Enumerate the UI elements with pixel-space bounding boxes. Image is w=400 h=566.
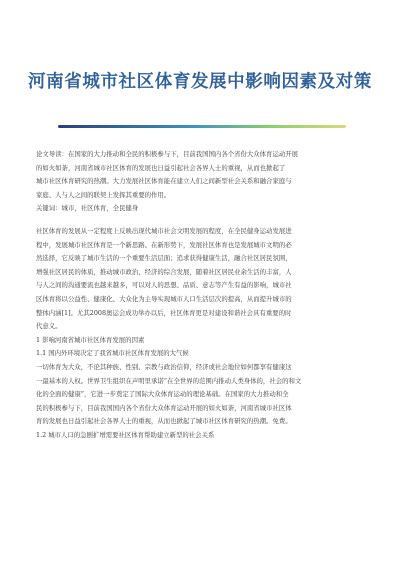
intro-line: 与人之间的沟通要流也越来越多，可以对人的思想、品质、意志等产生有益的影响，城市社 xyxy=(36,281,292,290)
section-1-1-heading: 1.1 国内外环境决定了我省城市社区体育发展的大气候 xyxy=(36,349,189,358)
keywords-line: 关键词：城市，社区体育，全民健身 xyxy=(36,204,139,213)
section-1-1-line: 化的全面的健康”，它进一步奠定了国际大众体育运动的理论基础。在国家的大力推动和全 xyxy=(36,390,289,399)
intro-line: 然选择，它反映了城市生活的一个重要生活层面；追求获得健康生活，融合社区居民氛围， xyxy=(36,254,292,263)
abstract-line: 家庭、人与人之间的联契上发挥其重要的作用。 xyxy=(36,190,171,199)
abstract-line: 城市社区体育研究的热潮。大力发展社区体育能在建立人们之间新型社会关系和融合家庭与 xyxy=(36,177,292,186)
document-title: 河南省城市社区体育发展中影响因素及对策 xyxy=(28,72,372,92)
section-1-heading: 1 影响河南省城市社区体育发展的因素 xyxy=(36,335,145,344)
document-body xyxy=(36,148,364,442)
abstract-line: 论文导读：在国家的大力推动和全民的积极参与下，目前我国国内各个省份大众体育运动开展 xyxy=(36,150,299,158)
intro-line: 整体内涵[1]。尤其2008奥运会成功举办以后，社区体育更是对建设和谐社会具有重要的时 xyxy=(36,308,292,317)
section-1-2-heading: 1.2 城市人口的急剧扩增需要社区体育帮助建立新型的社会关系 xyxy=(36,430,215,439)
section-1-1-line: 民的积极参与下，目前我国国内各个省份大众体育运动开展的如火如荼，河南省城市社区体 xyxy=(36,403,292,412)
section-1-1-line: 一最基本的人权。世界卫生组织在声明里承诺“在全世界的范围内推动人类身体的，社会的和文 xyxy=(36,376,302,385)
section-1-1-paragraph xyxy=(36,361,364,429)
title-divider xyxy=(58,125,346,128)
intro-line: 区体育将以公益性、健康化、大众化为主导实现城市人口生活层次的提高，从而提升城市的 xyxy=(36,294,292,303)
intro-line: 增强社区居民的体质，推动城市政治、经济的综合发展，随着社区居民业余生活的丰富，人 xyxy=(36,267,292,276)
intro-line: 代意义。 xyxy=(36,322,62,331)
intro-line: 社区体育的发展从一定程度上反映出现代城市社会文明发展的程度，在全民健身运动发展进 xyxy=(36,226,292,235)
abstract-paragraph xyxy=(36,148,364,216)
intro-paragraph xyxy=(36,225,364,334)
intro-line: 程中，发展城市社区体育是一个新思路。在新形势下，发展社区体育也是发展城市文明的必 xyxy=(36,240,292,249)
section-1-1-line: 育的发展也日益引起社会各界人士的重视，从而也掀起了城市社区体育研究的热潮。免费。 xyxy=(36,417,292,426)
abstract-line: 的如火如荼，河南省城市社区体育的发展也日益引起社会各界人士的重视，从而也掀起了 xyxy=(36,163,286,172)
paragraph-gap xyxy=(36,216,364,225)
section-1-1-line: 一切体育为大众，不论其种族、性别、宗教与政治信仰，经济或社会地位如何都享有健康这 xyxy=(36,362,292,371)
